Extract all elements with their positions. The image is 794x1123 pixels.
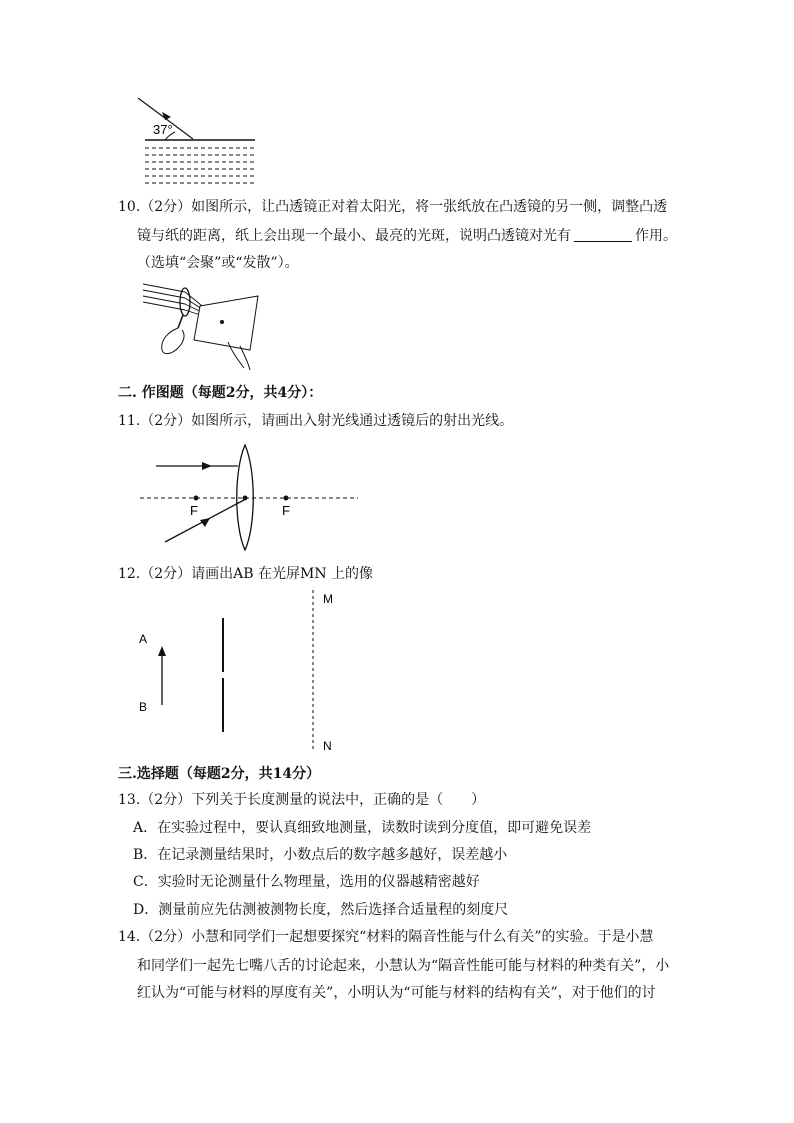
- q10-lens-paper-figure: [140, 280, 280, 375]
- angle-label: 37°: [153, 122, 173, 137]
- q10-line2-text: 镜与纸的距离，纸上会出现一个最小、最亮的光斑，说明凸透镜对光有: [137, 228, 571, 244]
- focus-label-left: F: [190, 503, 198, 518]
- screen-m-label: M: [323, 592, 333, 606]
- q10-line2-end: 作用。: [635, 228, 677, 244]
- q11-text: 11.（2分）如图所示，请画出入射光线通过透镜后的射出光线。: [118, 413, 514, 429]
- q14-line2: 和同学们一起先七嘴八舌的讨论起来，小慧认为“隔音性能可能与材料的种类有关”，小: [137, 958, 670, 974]
- section2-title: 二. 作图题（每题2分，共4分）：: [118, 385, 323, 401]
- q14-line1: 14.（2分）小慧和同学们一起想要探究“材料的隔音性能与什么有关”的实验。于是小慧: [118, 929, 654, 945]
- q13-option-c[interactable]: C．实验时无论测量什么物理量，选用的仪器越精密越好: [133, 874, 480, 890]
- section3-title: 三.选择题（每题2分，共14分）: [118, 766, 321, 782]
- point-b-label: B: [139, 700, 148, 714]
- q11-lens-figure: [140, 440, 360, 550]
- point-a-label: A: [139, 632, 148, 646]
- q10-line3: （选填“会聚”或“发散”）。: [137, 255, 299, 271]
- q10-answer-blank[interactable]: [574, 227, 632, 242]
- q12-text: 12.（2分）请画出AB 在光屏MN 上的像: [118, 566, 374, 582]
- q12-pinhole-figure: [135, 590, 345, 755]
- q13-option-b[interactable]: B．在记录测量结果时，小数点后的数字越多越好，误差越小: [133, 847, 508, 863]
- q10-line2: [137, 226, 677, 246]
- focus-label-right: F: [282, 503, 290, 518]
- q13-text: 13.（2分）下列关于长度测量的说法中，正确的是（ ）: [118, 792, 486, 808]
- screen-n-label: N: [323, 739, 332, 753]
- q14-line3: 红认为“可能与材料的厚度有关”，小明认为“可能与材料的结构有关”，对于他们的讨: [137, 985, 656, 1001]
- q9-reflection-figure: [135, 92, 255, 187]
- q10-line1: 10.（2分）如图所示，让凸透镜正对着太阳光，将一张纸放在凸透镜的另一侧，调整凸透: [118, 199, 668, 215]
- q13-option-a[interactable]: A．在实验过程中，要认真细致地测量，读数时读到分度值，即可避免误差: [133, 820, 592, 836]
- q13-option-d[interactable]: D．测量前应先估测被测物长度，然后选择合适量程的刻度尺: [133, 902, 509, 918]
